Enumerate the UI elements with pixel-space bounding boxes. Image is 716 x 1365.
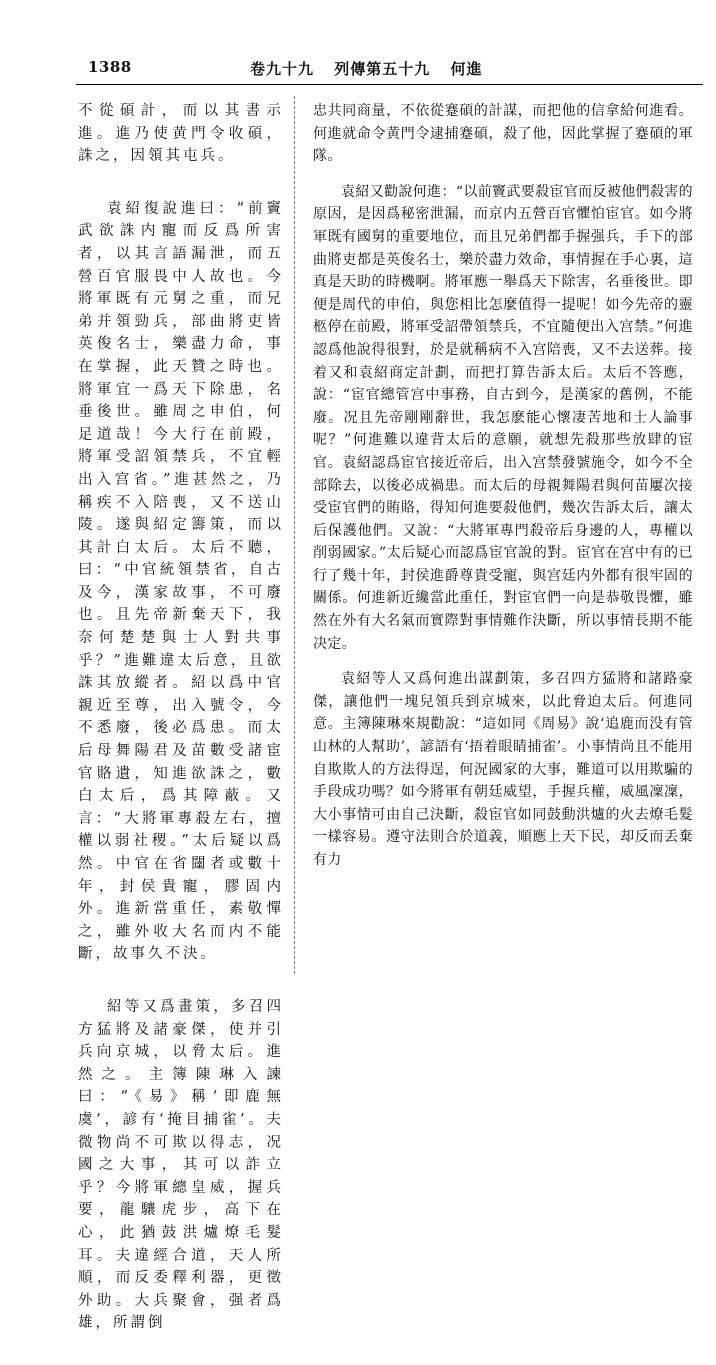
classical-text-column bbox=[78, 100, 284, 1365]
classical-paragraph: 紹等又爲畫策，多召四方猛將及諸豪傑，使并引兵向京城，以脅太后。進然之。主簿陳琳入諫曰：“《易》稱‘即鹿無虞’，諺有‘掩目捕雀’。夫微物尚不可欺以得志，况國之大事，其可以詐立乎？今將軍總皇威，握兵要，龍驤虎步，高下在心，此猶鼓洪爐燎毛髮耳。夫違經合道，天人所順，而反委釋利器，更徵外助。大兵聚會，强者爲雄，所謂倒 bbox=[78, 998, 284, 1332]
subject-label: 何進 bbox=[450, 60, 483, 78]
running-title bbox=[250, 58, 497, 79]
translation-paragraph: 忠共同商量，不依從蹇碩的計謀，而把他的信拿給何進看。何進就命令黄門令逮捕蹇碩，殺了他，因此掌握了蹇碩的軍隊。 bbox=[313, 103, 693, 165]
classical-paragraph: 不從碩計，而以其書示進。進乃使黄門令收碩，誅之，因領其屯兵。 bbox=[78, 103, 284, 165]
column-divider bbox=[294, 96, 295, 974]
translation-paragraph: 袁紹又勸說何進：“以前竇武要殺宦官而反被他們殺害的原因，是因爲秘密泄漏，而京内五營百官懼怕宦官。如今將軍既有國舅的重要地位，而且兄弟們都手握强兵，手下的部曲將吏都是英俊名士，樂於盡力效命，事情握在手心裏，這真是天助的時機啊。將軍應一舉爲天下除害，名垂後世。即便是周代的申伯，與您相比怎麼值得一提呢！如今先帝的靈柩停在前殿，將軍受詔帶領禁兵，不宜隨便出入宫禁。”何進認爲他說得很對，於是就稱病不入宫陪喪，又不去送葬。接着又和袁紹商定計劃，而把打算告訴太后。太后不答應，說：“宦官總管宫中事務，自古到今，是漢家的舊例，不能廢。况且先帝剛剛辭世，我怎麽能心懷凄苦地和士人論事呢？”何進難以違背太后的意願，就想先殺那些放肆的宦官。袁紹認爲宦官接近帝后，出入宫禁發號施令，如今不全部除去，以後必成禍患。而太后的母親舞陽君與何苗屢次接受宦官們的賄賂，得知何進要殺他們，幾次告訴太后，讓太后保護他們。又說：“大將軍專門殺帝后身邊的人，專權以削弱國家。”太后疑心而認爲宦官說的對。宦官在宫中有的已行了幾十年，封侯進爵尊貴受寵，與宫廷内外都有很牢固的關係。何進新近纔當此重任，對宦官們一向是恭敬畏懼，雖然在外有大名氣而實際對事情難作決斷，所以事情長期不能决定。 bbox=[313, 183, 693, 652]
translation-column bbox=[313, 100, 693, 885]
section-label: 列傳第五十九 bbox=[334, 60, 431, 78]
page-number: 1388 bbox=[88, 58, 132, 76]
translation-paragraph: 袁紹等人又爲何進出謀劃策，多召四方猛將和諸路豪傑，讓他們一塊兒領兵到京城來，以此脅迫太后。何進同意。主簿陳琳來規勸說：“這如同《周易》說‘追鹿而没有管山林的人幫助’，諺語有‘捂着眼睛捕雀’。小事情尚且不能用自欺欺人的方法得逞，何況國家的大事，難道可以用欺騙的手段成功嗎？如今將軍有朝廷威望，手握兵權，威風凜凜，大小事情可由自己決斷，殺宦官如同鼓動洪爐的火去燎毛髮一樣容易。遵守法則合於道義，順應上天下民，却反而丢棄有力 bbox=[313, 671, 693, 868]
classical-paragraph: 袁紹復說進曰：“前竇武欲誅内寵而反爲所害者，以其言語漏泄，而五營百官服畏中人故也。今將軍既有元舅之重，而兄弟并領勁兵，部曲將吏皆英俊名士，樂盡力命，事在掌握，此天贊之時也。將軍宜一爲天下除患，名垂後世。雖周之申伯，何足道哉！今大行在前殿，將軍受詔領禁兵，不宜輕出入宫省。”進甚然之，乃稱疾不入陪喪，又不送山陵。遂與紹定籌策，而以其計白太后。太后不聽，曰：“中官統領禁省，自古及今，漢家故事，不可廢也。且先帝新棄天下，我奈何楚楚與士人對共事乎？”進難違太后意，且欲誅其放縱者。紹以爲中官親近至尊，出入號令，今不悉廢，後必爲患。而太后母舞陽君及苗數受諸宦官賂遺，知進欲誅之，數白太后，爲其障蔽。又言：“大將軍專殺左右，擅權以弱社稷。”太后疑以爲然。中官在省闥者或數十年，封侯貴寵，膠固内外。進新當重任，素敬憚之，雖外收大名而内不能斷，故事久不決。 bbox=[78, 200, 284, 963]
page-header bbox=[0, 0, 716, 92]
header-rule bbox=[76, 84, 703, 85]
volume-label: 卷九十九 bbox=[250, 60, 315, 78]
